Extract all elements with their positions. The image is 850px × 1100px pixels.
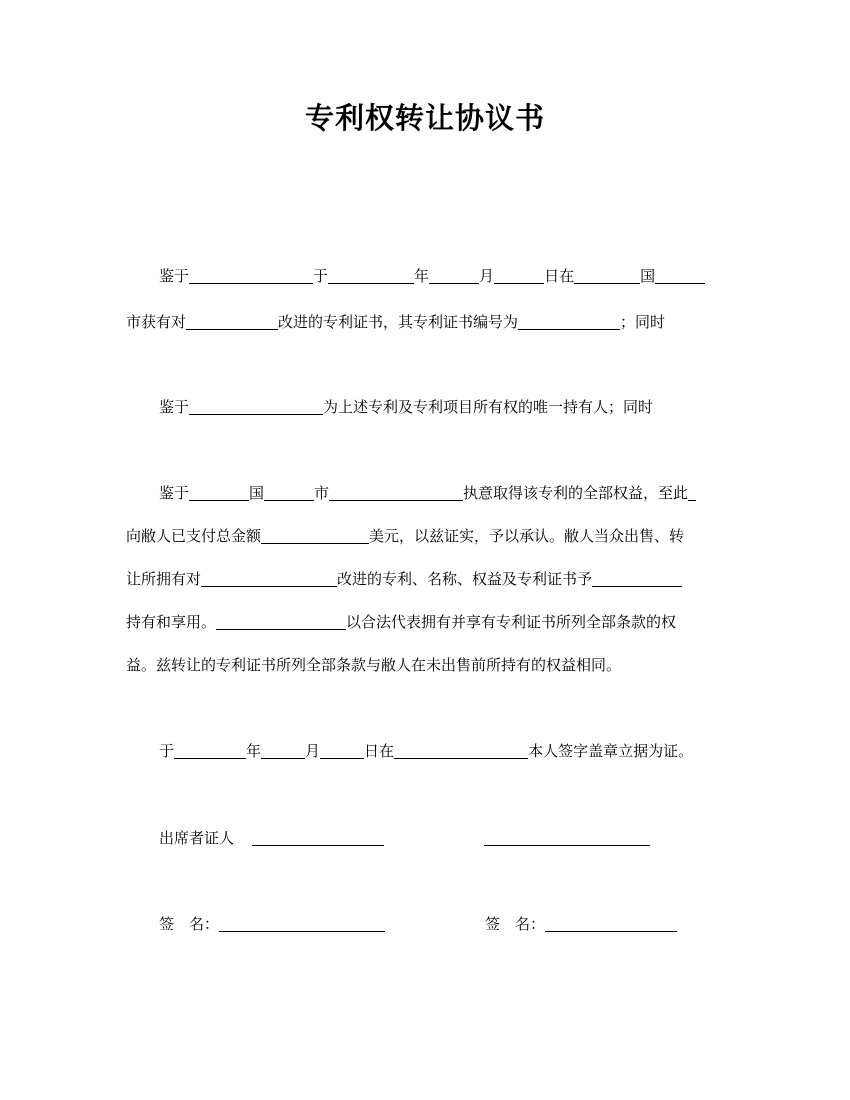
- text-segment: ；同时: [620, 313, 666, 331]
- paragraph-3-line-4: [126, 612, 676, 632]
- text-segment: 让所拥有对: [126, 570, 202, 588]
- signature-blank-2[interactable]: [545, 916, 677, 932]
- document-title: 专利权转让协议书: [304, 101, 545, 135]
- witness-blank-1[interactable]: [252, 830, 384, 846]
- fill-blank[interactable]: [394, 743, 528, 759]
- paragraph-3-line-3: [126, 569, 682, 589]
- text-segment: 日在: [544, 267, 575, 285]
- text-segment: 市获有对: [126, 313, 187, 331]
- fill-blank[interactable]: [592, 571, 682, 587]
- text-segment: 于: [159, 742, 175, 760]
- signature-label-2: 签 名：: [485, 915, 546, 933]
- text-segment: 国: [640, 267, 656, 285]
- text-segment: 鉴于: [159, 484, 190, 502]
- witness-line: [159, 828, 650, 848]
- text-segment: 年: [246, 742, 262, 760]
- signature-label-1: 签 名：: [159, 915, 220, 933]
- text-segment: 以合法代表拥有并享有专利证书所列全部条款的权: [346, 613, 677, 631]
- fill-blank[interactable]: [189, 485, 249, 501]
- paragraph-1-line-1: [159, 266, 705, 286]
- fill-blank[interactable]: [518, 314, 620, 330]
- fill-blank[interactable]: [329, 485, 463, 501]
- text-segment: 美元，以兹证实，予以承认。敝人当众出售、转: [369, 527, 685, 545]
- paragraph-2-line-1: [159, 397, 653, 417]
- witness-blank-2[interactable]: [484, 830, 650, 846]
- fill-blank[interactable]: [494, 268, 544, 284]
- text-segment: 向敝人已支付总金额: [126, 527, 262, 545]
- fill-blank[interactable]: [655, 268, 705, 284]
- paragraph-1-line-2: [126, 312, 665, 332]
- text-segment: 鉴于: [159, 398, 190, 416]
- fill-blank[interactable]: [574, 268, 640, 284]
- paragraph-3-line-5: [126, 655, 621, 675]
- paragraph-3-line-1: [159, 483, 696, 503]
- fill-blank[interactable]: [201, 571, 337, 587]
- text-segment: 执意取得该专利的全部权益，至此: [463, 484, 689, 502]
- text-segment: 鉴于: [159, 267, 190, 285]
- fill-blank[interactable]: [186, 314, 278, 330]
- text-segment: 月: [479, 267, 495, 285]
- fill-blank[interactable]: [216, 614, 346, 630]
- signature-line: [159, 914, 677, 934]
- witness-label: 出席者证人: [159, 829, 235, 847]
- fill-blank[interactable]: [320, 743, 364, 759]
- text-segment: 益。兹转让的专利证书所列全部条款与敝人在未出售前所持有的权益相同。: [126, 656, 622, 674]
- fill-blank[interactable]: [174, 743, 246, 759]
- text-segment: 市: [314, 484, 330, 502]
- text-segment: 年: [414, 267, 430, 285]
- paragraph-3-line-2: [126, 526, 684, 546]
- fill-blank[interactable]: [189, 268, 313, 284]
- paragraph-4-line-1: [159, 741, 693, 761]
- text-segment: 日在: [364, 742, 395, 760]
- text-segment: 改进的专利证书，其专利证书编号为: [278, 313, 519, 331]
- text-segment: 国: [249, 484, 265, 502]
- fill-blank[interactable]: [261, 528, 369, 544]
- text-segment: 为上述专利及专利项目所有权的唯一持有人；同时: [323, 398, 654, 416]
- text-segment: 持有和享用。: [126, 613, 217, 631]
- fill-blank[interactable]: [688, 485, 696, 501]
- fill-blank[interactable]: [264, 485, 314, 501]
- fill-blank[interactable]: [429, 268, 479, 284]
- signature-blank-1[interactable]: [219, 916, 385, 932]
- text-segment: 于: [313, 267, 329, 285]
- text-segment: 月: [305, 742, 321, 760]
- fill-blank[interactable]: [328, 268, 414, 284]
- text-segment: 改进的专利、名称、权益及专利证书予: [337, 570, 593, 588]
- fill-blank[interactable]: [189, 399, 323, 415]
- fill-blank[interactable]: [261, 743, 305, 759]
- text-segment: 本人签字盖章立据为证。: [528, 742, 694, 760]
